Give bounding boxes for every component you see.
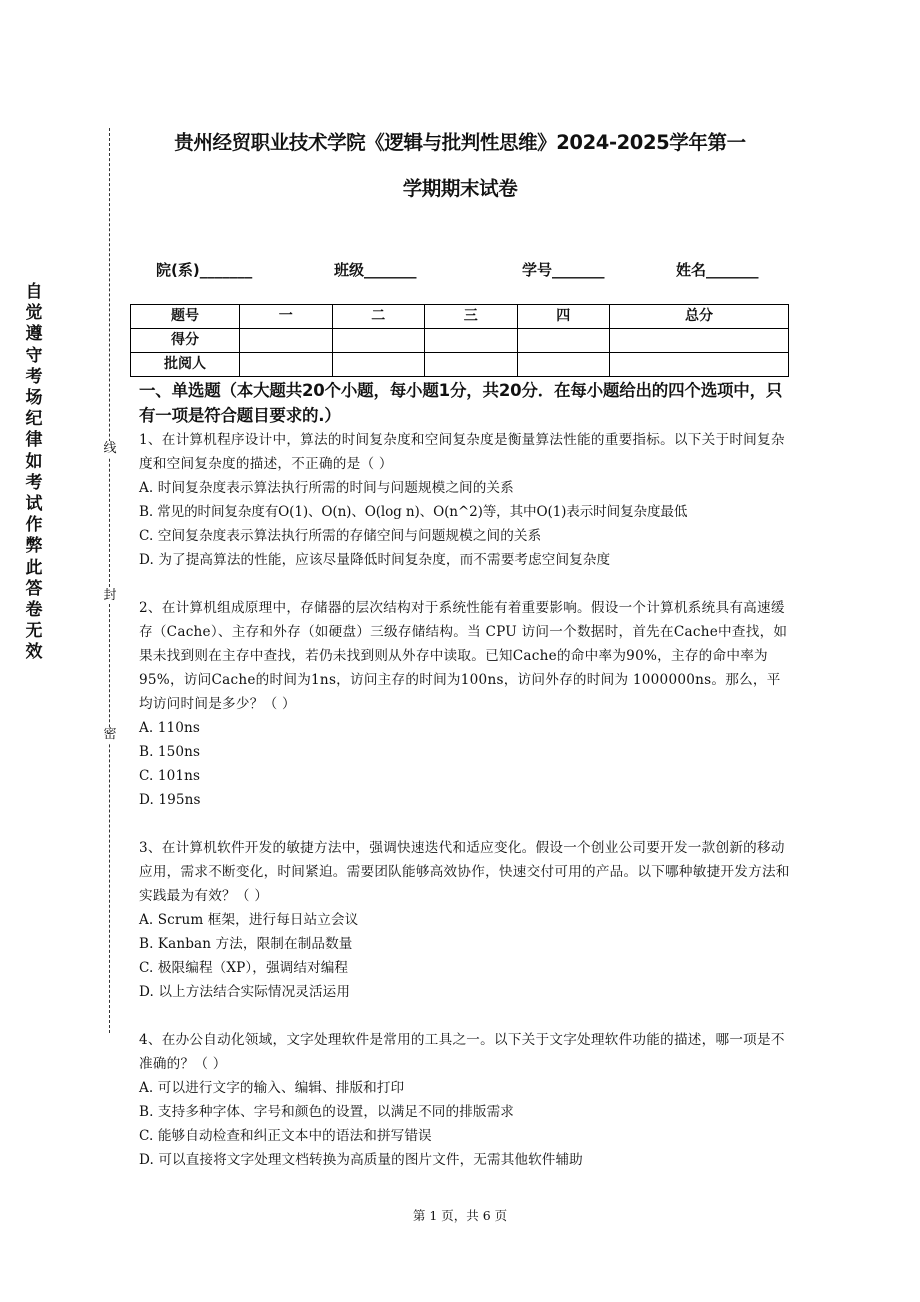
score-cell <box>240 329 333 353</box>
option-d: D. 以上方法结合实际情况灵活运用 <box>139 984 351 1000</box>
question-4 <box>139 1028 791 1172</box>
row-label: 得分 <box>131 329 240 353</box>
section-heading: 一、单选题（本大题共20个小题，每小题1分，共20分．在每小题给出的四个选项中，只有一项是符合题目要求的.） <box>139 381 783 425</box>
option-b: B. 支持多种字体、字号和颜色的设置，以满足不同的排版需求 <box>139 1104 514 1120</box>
option-c: C. 101ns <box>139 768 201 784</box>
option-a: A. Scrum 框架，进行每日站立会议 <box>139 912 359 928</box>
option-c: C. 空间复杂度表示算法执行所需的存储空间与问题规模之间的关系 <box>139 528 542 544</box>
class-field: 班级_______ <box>334 261 417 279</box>
option-b: B. 150ns <box>139 744 201 760</box>
binding-mark-seal: 封 <box>103 588 117 603</box>
reviewer-cell <box>240 353 333 377</box>
option-d: D. 为了提高算法的性能，应该尽量降低时间复杂度，而不需要考虑空间复杂度 <box>139 552 611 568</box>
question-3 <box>139 836 791 1004</box>
header-cell: 四 <box>517 305 610 329</box>
student-id-field: 学号_______ <box>522 261 605 279</box>
header-cell: 题号 <box>131 305 240 329</box>
header-cell: 二 <box>332 305 425 329</box>
option-a: A. 可以进行文字的输入、编辑、排版和打印 <box>139 1080 405 1096</box>
exam-title-line-2: 学期期末试卷 <box>402 177 518 200</box>
question-stem: 3、在计算机软件开发的敏捷方法中，强调快速迭代和适应变化。假设一个创业公司要开发一款创新的移动应用，需求不断变化，时间紧迫。需要团队能够高效协作，快速交付可用的产品。以下哪种敏捷开发方法和实践最为有效？（ ） <box>139 840 790 904</box>
binding-warning: 自 觉 遵 守 考 场 纪 律 如 考 试 作 弊 此 答 卷 无 效 <box>25 282 43 663</box>
question-2 <box>139 596 791 812</box>
option-c: C. 能够自动检查和纠正文本中的语法和拼写错误 <box>139 1128 432 1144</box>
question-stem: 1、在计算机程序设计中，算法的时间复杂度和空间复杂度是衡量算法性能的重要指标。以下关于时间复杂度和空间复杂度的描述，不正确的是（ ） <box>139 432 785 472</box>
exam-title <box>130 120 790 212</box>
score-row <box>131 329 789 353</box>
row-label: 批阅人 <box>131 353 240 377</box>
question-stem: 2、在计算机组成原理中，存储器的层次结构对于系统性能有着重要影响。假设一个计算机系统具有高速缓存（Cache）、主存和外存（如硬盘）三级存储结构。当 CPU 访问一个数据时，首先在Cache中查找，如果未找到则在主存中查找，若仍未找到则从外存中读取。已知Cache的命中率为90%，主存的命中率为95%，访问Cache的时间为1ns，访问主存的时间为100ns，访问外存的时间为 1000000ns。那么，平均访问时间是多少？（ ） <box>139 600 788 712</box>
binding-dashed-line <box>109 128 110 1033</box>
score-cell <box>332 329 425 353</box>
option-b: B. 常见的时间复杂度有O(1)、O(n)、O(log n)、O(n^2)等，其中O(1)表示时间复杂度最低 <box>139 504 688 520</box>
department-field: 院(系)_______ <box>156 261 253 279</box>
header-cell: 一 <box>240 305 333 329</box>
score-cell <box>425 329 518 353</box>
score-table-header <box>131 305 789 329</box>
score-cell <box>610 329 789 353</box>
option-a: A. 时间复杂度表示算法执行所需的时间与问题规模之间的关系 <box>139 480 514 496</box>
reviewer-cell <box>425 353 518 377</box>
option-d: D. 195ns <box>139 792 201 808</box>
reviewer-cell <box>517 353 610 377</box>
option-d: D. 可以直接将文字处理文档转换为高质量的图片文件，无需其他软件辅助 <box>139 1152 583 1168</box>
score-table <box>130 304 789 377</box>
option-b: B. Kanban 方法，限制在制品数量 <box>139 936 353 952</box>
exam-content <box>139 378 791 1172</box>
binding-mark-secret: 密 <box>103 727 117 742</box>
question-1 <box>139 428 791 572</box>
question-stem: 4、在办公自动化领域，文字处理软件是常用的工具之一。以下关于文字处理软件功能的描述，哪一项是不准确的？（ ） <box>139 1032 785 1072</box>
score-cell <box>517 329 610 353</box>
header-cell: 三 <box>425 305 518 329</box>
reviewer-row <box>131 353 789 377</box>
reviewer-cell <box>332 353 425 377</box>
name-field: 姓名_______ <box>676 261 759 279</box>
page-footer: 第 1 页，共 6 页 <box>412 1208 508 1223</box>
exam-title-line-1: 贵州经贸职业技术学院《逻辑与批判性思维》2024-2025学年第一 <box>174 131 746 154</box>
binding-mark-line: 线 <box>103 441 117 456</box>
option-c: C. 极限编程（XP），强调结对编程 <box>139 960 349 976</box>
reviewer-cell <box>610 353 789 377</box>
option-a: A. 110ns <box>139 720 200 736</box>
header-cell: 总分 <box>610 305 789 329</box>
